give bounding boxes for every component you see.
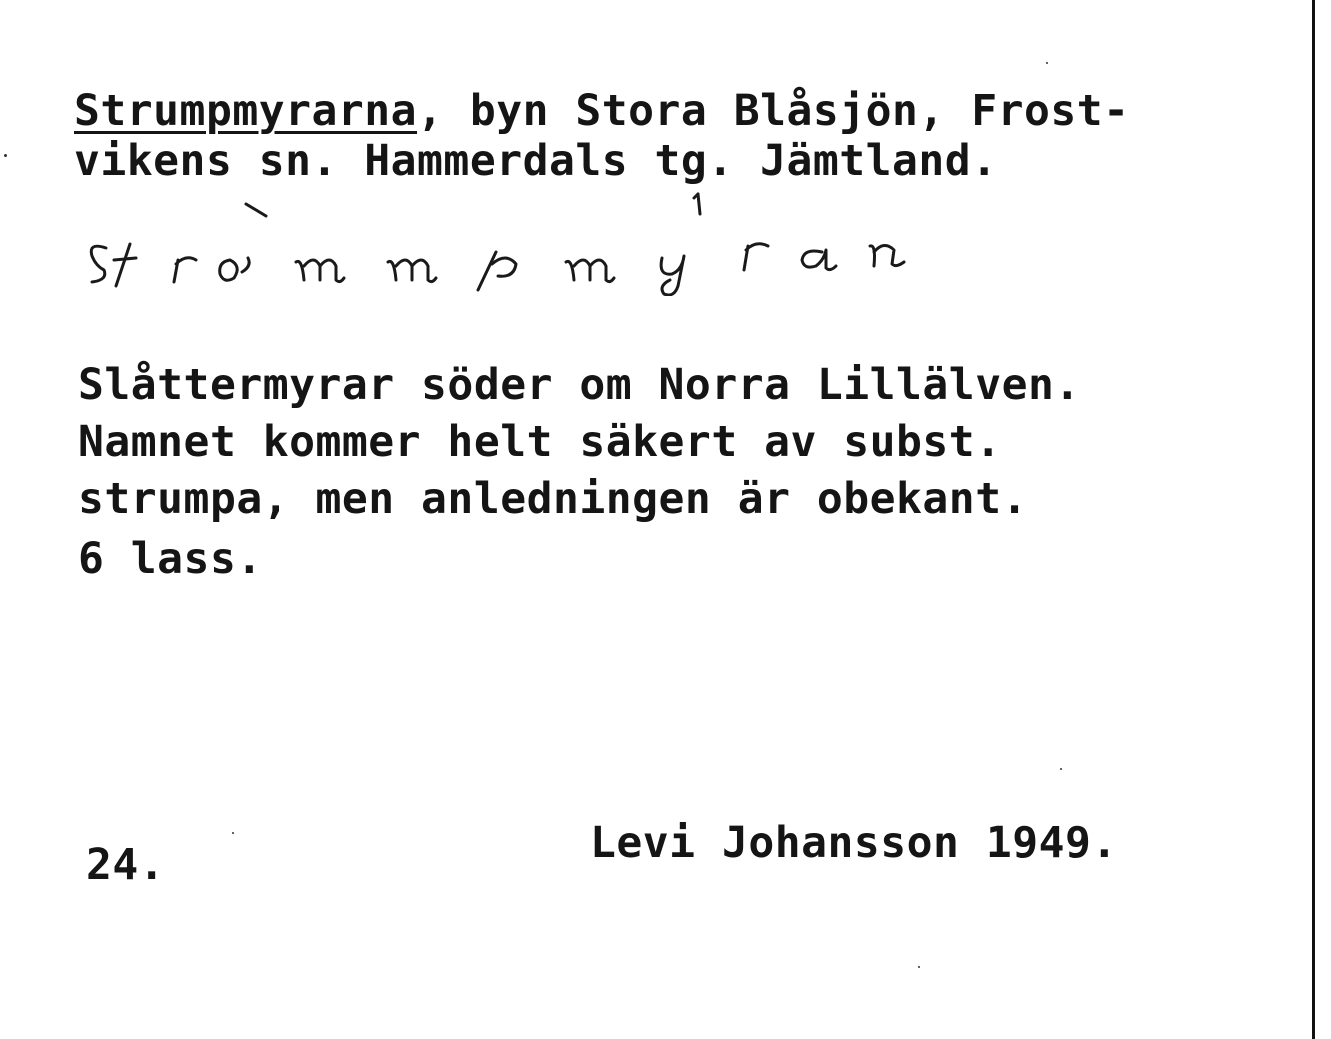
scan-speck bbox=[4, 154, 7, 157]
body-line-1: Slåttermyrar söder om Norra Lillälven. bbox=[78, 360, 1081, 410]
body-line-3: strumpa, men anledningen är obekant. bbox=[78, 474, 1028, 524]
header-line-2: vikens sn. Hammerdals tg. Jämtland. bbox=[74, 136, 998, 186]
header-line-1 bbox=[74, 86, 1130, 136]
body-line-4: 6 lass. bbox=[78, 534, 263, 584]
scan-speck bbox=[918, 966, 920, 968]
body-line-2: Namnet kommer helt säkert av subst. bbox=[78, 417, 1002, 467]
scan-speck bbox=[232, 832, 234, 834]
signature: Levi Johansson 1949. bbox=[590, 818, 1118, 868]
headword: Strumpmyrarna bbox=[74, 86, 418, 136]
header-line-1-rest: , byn Stora Blåsjön, Frost- bbox=[417, 86, 1130, 136]
card-number: 24. bbox=[86, 840, 166, 890]
card-edge-line bbox=[1312, 0, 1315, 1039]
handwritten-pronunciation bbox=[78, 186, 958, 296]
scan-speck bbox=[1060, 768, 1062, 770]
scan-speck bbox=[1046, 62, 1048, 64]
